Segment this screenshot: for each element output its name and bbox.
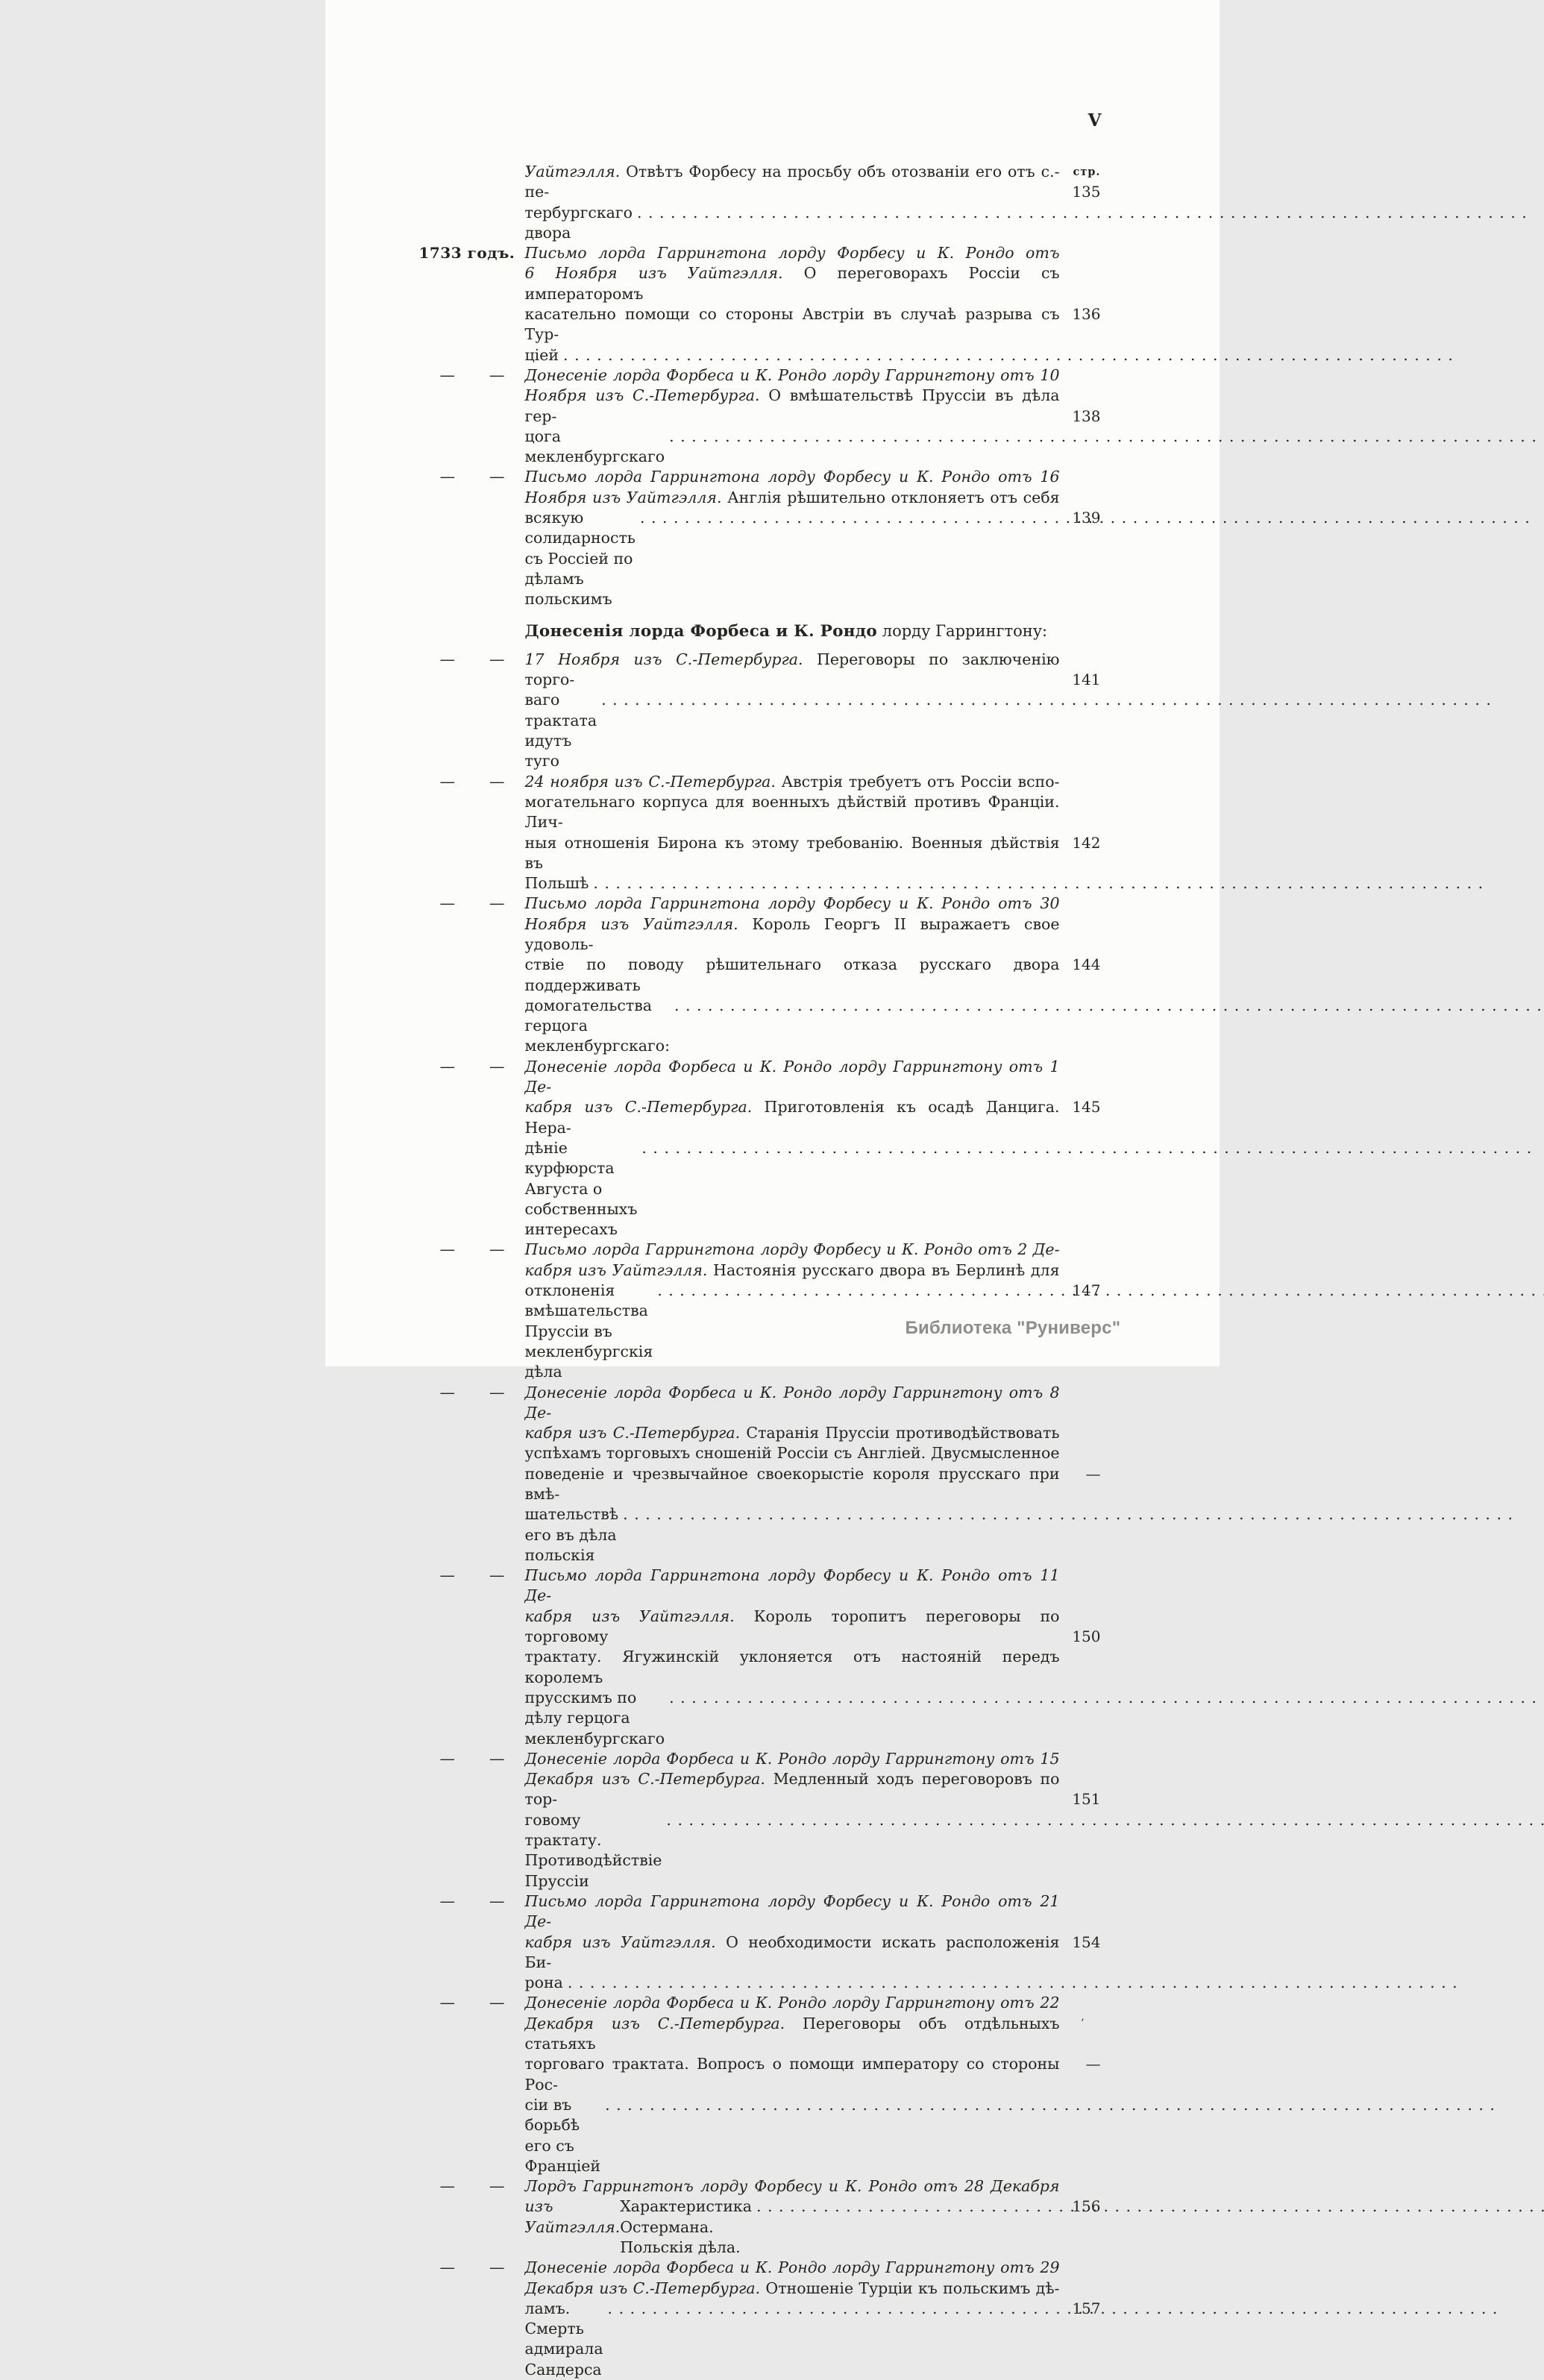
entry-text [525,2258,1060,2380]
entry-margin: 1733 годъ. [418,244,515,263]
toc-line [525,2054,1060,2095]
entry-description: Отношеніе Турціи къ польскимъ дѣ- [760,2279,1060,2297]
entry-title: кабря изъ С.-Петербурга. [524,1098,753,1117]
entry-title: кабря изъ Уайтгэлля. [524,1260,708,1279]
entry-title: Письмо лорда Гаррингтона лорду Форбесу и К. Рондо отъ 30 [524,894,1060,913]
entry-text [525,1566,1060,1749]
page-column-header: стр. [1073,166,1101,178]
toc-line [525,772,1060,792]
toc-line [525,996,1060,1057]
entry-text [525,894,1060,1056]
ditto-dash: — [489,1891,505,1910]
page-number: 147 [1072,1281,1101,1300]
entry-text [525,243,1060,365]
toc-line [525,2279,1060,2299]
toc-line [525,2197,1060,2258]
toc-line [525,914,1060,955]
page-number: 145 [1072,1098,1101,1117]
entry-description: всякую солидарность съ Россіей по дѣламъ польскимъ [524,509,636,609]
section-header [525,621,1102,641]
entry-title: кабря изъ Уайтгэлля. [524,1932,716,1951]
entry-description: Характеристика Остермана. Польскія дѣла. [620,2197,752,2256]
entry-margin [407,2176,525,2258]
toc-line [525,1504,1060,1566]
entry-description: Англія рѣшительно отклоняетъ отъ себя [721,488,1060,506]
dot-leader [669,1688,1544,1708]
entry-description: ламъ. Смерть адмирала Сандерса [524,2299,603,2379]
ditto-dash: — [439,772,455,791]
entry-margin [407,1240,525,1382]
entry-text [525,772,1060,894]
entry-description: домогательства герцога мекленбургскаго: [524,996,670,1055]
dot-leader [568,1973,1463,1993]
entry-title: Письмо лорда Гаррингтона лорду Форбесу и К. Рондо отъ [524,244,1060,263]
page-ref-column [1060,2258,1102,2380]
entry-description: прусскимъ по дѣлу герцога мекленбургскаго [524,1688,665,1748]
page-ref-column [1060,1749,1102,1891]
entry-description: сіи въ борьбѣ его съ Франціей [524,2095,601,2175]
page-number: 156 [1072,2197,1101,2216]
toc-line [525,690,1060,771]
entry-text [525,1057,1060,1240]
entry-title: Декабря изъ С.-Петербурга. [524,1770,765,1789]
entry-description: Австрія требуетъ отъ Россіи вспо- [775,772,1060,791]
entry-description: цога мекленбургскаго [524,427,665,466]
page-number: 151 [1072,1790,1101,1809]
entry-description: О переговорахъ Россіи съ императоромъ [524,264,1060,303]
entry-title: Декабря изъ С.-Петербурга. [524,2279,761,2297]
toc-line [525,1810,1060,1891]
ditto-dash: — [439,2177,455,2196]
entry-margin [407,365,525,467]
entry-description: Польшѣ [524,874,589,893]
toc-line [525,263,1060,304]
entry-margin [407,467,525,609]
dot-leader [608,2299,1504,2319]
page-number: 139 [1072,509,1101,527]
entry-margin [407,162,525,243]
toc-entry [407,1240,1102,1382]
entry-description: О необходимости искать расположенія Би- [524,1932,1060,1971]
page-ref-column [1060,772,1102,894]
toc-entry [407,894,1102,1056]
dot-leader [669,427,1544,447]
entry-description: могательнаго корпуса для военныхъ дѣйствій противъ Франціи. Лич- [524,792,1060,832]
toc-line [525,1260,1060,1281]
entry-margin [407,1566,525,1749]
toc-line [525,1891,1060,1932]
toc-line [525,1097,1060,1138]
toc-line [525,386,1060,427]
ditto-dash: — [489,1994,505,2012]
entry-title: 6 Ноября изъ Уайтгэлля. [524,264,783,283]
entry-description: шательствѣ его въ дѣла польскія [524,1505,619,1564]
ditto-dash: — [439,365,455,384]
ditto-dash: — [489,1057,505,1076]
ditto-dash: — [489,772,505,791]
ditto-dash: — [489,650,505,668]
entry-title: Донесеніе лорда Форбеса и К. Рондо лорду Гаррингтону отъ 15 [524,1749,1060,1768]
toc-line [525,2095,1060,2176]
page-ref-column [1060,162,1102,243]
ditto-dash: — [439,894,455,913]
page-folio: V [1088,110,1102,131]
entry-description: дѣніе курфюрста Августа о собственныхъ интересахъ [524,1138,638,1239]
entry-margin [407,650,525,772]
entry-title: Письмо лорда Гаррингтона лорду Форбесу и К. Рондо отъ 21 Де- [524,1891,1060,1931]
ditto-dash: — [489,1383,505,1401]
page-number: 150 [1072,1627,1101,1646]
entry-description: успѣхамъ торговыхъ сношеній Россіи съ Англіей. Двусмысленное [524,1444,1060,1463]
ditto-dash: — [489,2177,505,2196]
page-ref-column [1060,650,1102,772]
toc-line [525,162,1060,203]
entry-margin [407,2258,525,2380]
entry-title: Уайтгэлля. [524,163,621,180]
toc-entry [407,1993,1102,2176]
toc-entry [407,467,1102,609]
entry-description: касательно помощи со стороны Австріи въ случаѣ разрыва съ Тур- [524,305,1060,344]
entry-title: Ноября изъ Уайтгэлля. [524,914,738,933]
entry-title: 24 ноября изъ С.-Петербурга. [524,772,776,791]
entry-margin [407,1383,525,1566]
entry-text [525,365,1060,467]
entry-description: Отвѣтъ Форбесу на просьбу объ отозваніи его отъ с.-пе- [524,163,1060,201]
dot-leader [756,2197,1544,2217]
entry-description: О вмѣшательствѣ Пруссіи въ дѣла гер- [524,386,1060,425]
ditto-dash: — [489,365,505,384]
toc-line [525,1749,1060,1769]
entry-description: Переговоры объ отдѣльныхъ статьяхъ [524,2014,1060,2053]
toc-entry [407,1383,1102,1566]
entry-title: Письмо лорда Гаррингтона лорду Форбесу и К. Рондо отъ 16 [524,468,1060,486]
toc-line [525,2299,1060,2380]
page-number: ’ [1081,2017,1085,2029]
dot-leader [601,690,1497,710]
ditto-dash: — [439,1240,455,1259]
page-ref-column [1060,1566,1102,1749]
toc-line [525,345,1060,365]
entry-title: изъ Уайтгэлля. [524,2197,621,2236]
entry-description: говому трактату. Противодѣйствіе Пруссіи [524,1810,662,1890]
entry-title: Донесеніе лорда Форбеса и К. Рондо лорду Гаррингтону отъ 8 Де- [524,1383,1060,1422]
entry-description: торговаго трактата. Вопросъ о помощи императору со стороны Рос- [524,2055,1060,2094]
toc-line [525,1443,1060,1463]
entry-description: Король Георгъ II выражаетъ свое удоволь- [524,914,1060,953]
ditto-dash: — [439,468,455,486]
entry-title: Лордъ Гаррингтонъ лорду Форбесу и К. Рондо отъ 28 Декабря [524,2177,1060,2196]
page-number: 154 [1072,1932,1101,1951]
entry-title: Ноября изъ С.-Петербурга. [524,386,760,405]
toc-entry [407,2258,1102,2380]
entry-margin [407,772,525,894]
toc-line [525,365,1060,386]
toc-line [525,1566,1060,1607]
entry-title: Донесеніе лорда Форбеса и К. Рондо лорду Гаррингтону отъ 22 [524,1994,1060,2012]
ditto-dash: — [439,1891,455,1910]
ditto-dash: — [439,1566,455,1585]
toc-line [525,2258,1060,2278]
page-number: — [1085,1464,1101,1483]
page-ref-column [1060,243,1102,365]
toc-line [525,1607,1060,1648]
ditto-dash: — [439,1749,455,1768]
entry-description: трактату. Ягужинскій уклоняется отъ настояній передъ королемъ [524,1648,1060,1686]
ditto-dash: — [489,2258,505,2277]
page-ref-column [1060,1057,1102,1240]
dot-leader [593,873,1489,894]
toc-line [525,1464,1060,1505]
entry-title: Донесеніе лорда Форбеса и К. Рондо лорду Гаррингтону отъ 10 [524,365,1060,384]
ditto-dash: — [489,468,505,486]
entry-description: Медленный ходъ переговоровъ по тор- [524,1770,1060,1809]
entry-description: Переговоры по заключенію торго- [524,650,1060,689]
entry-text [525,467,1060,609]
ditto-dash: — [439,650,455,668]
page-number: 141 [1072,671,1101,689]
entry-text [525,1993,1060,2176]
page-ref-column [1060,467,1102,609]
entry-description: рона [524,1974,563,1992]
section-header-regular: лорду Гаррингтону: [877,621,1048,640]
entry-title: кабря изъ С.-Петербурга. [524,1424,741,1442]
entry-description: ствіе по поводу рѣшительнаго отказа русскаго двора поддерживать [524,955,1060,994]
entry-description: Старанія Пруссіи противодѣйствовать [740,1424,1060,1442]
entry-title: 17 Ноября изъ С.-Петербурга. [524,650,803,668]
entry-description: ныя отношенія Бирона къ этому требованію. Военныя дѣйствія въ [524,833,1060,872]
entry-margin [407,1993,525,2176]
toc-entry [407,365,1102,467]
ditto-dash: — [489,1749,505,1768]
page-ref-column [1060,1891,1102,1993]
section-header-bold: Донесенія лорда Форбеса и К. Рондо [524,621,878,641]
toc-entry [407,243,1102,365]
scanned-page [325,0,1220,2379]
toc-line [525,1057,1060,1098]
ditto-dash: — [439,1994,455,2012]
entry-title: Ноября изъ Уайтгэлля. [524,488,722,506]
toc-entry [407,2176,1102,2258]
entry-text [525,2176,1060,2258]
entry-title: Письмо лорда Гаррингтона лорду Форбесу и К. Рондо отъ 2 Де- [524,1240,1060,1259]
toc-entry [407,1891,1102,1993]
toc-entry [407,162,1102,243]
toc-line [525,2176,1060,2197]
entry-text [525,162,1060,243]
page-ref-column [1060,1240,1102,1382]
page-number: 157 [1072,2299,1101,2317]
entry-text [525,1891,1060,1993]
dot-leader [666,1810,1544,1830]
entry-title: кабря изъ Уайтгэлля. [524,1607,735,1625]
entry-margin [407,1891,525,1993]
ditto-dash: — [439,2258,455,2277]
toc-line [525,1423,1060,1443]
entry-title: Письмо лорда Гаррингтона лорду Форбесу и К. Рондо отъ 11 Де- [524,1566,1060,1605]
entry-text [525,1749,1060,1891]
toc-line [525,488,1060,508]
ditto-dash: — [489,1240,505,1259]
entry-description: ціей [524,345,559,364]
dot-leader [605,2095,1501,2115]
entry-text [525,650,1060,772]
toc-line [525,203,1060,244]
toc-line [525,833,1060,874]
dot-leader [674,996,1544,1016]
toc-line [525,1647,1060,1688]
toc-line [525,894,1060,914]
toc-line [525,2014,1060,2055]
toc-line [525,650,1060,691]
page-ref-column [1060,365,1102,467]
ditto-dash: — [489,1566,505,1585]
entry-text [525,1383,1060,1566]
page-ref-column [1060,2176,1102,2258]
entry-margin [407,894,525,1056]
library-watermark: Библиотека "Руниверс" [905,1318,1121,1338]
entry-text [525,1240,1060,1382]
toc-entry [407,650,1102,772]
toc-line [525,1993,1060,2013]
ditto-dash: — [439,1057,455,1076]
page-number: — [1085,2055,1101,2073]
toc-entry [407,1057,1102,1240]
dot-leader [563,345,1459,365]
page-number: 144 [1072,955,1101,974]
toc-line [525,1769,1060,1810]
toc-line [525,1240,1060,1260]
toc-entry [407,1749,1102,1891]
toc-entry [407,1566,1102,1749]
toc-line [525,873,1060,894]
toc-line [525,1932,1060,1974]
page-ref-column [1060,1383,1102,1566]
toc-line [525,1383,1060,1424]
toc-line [525,427,1060,468]
entry-description: тербургскаго двора [524,203,633,242]
entry-margin [407,1749,525,1891]
entry-title: Донесеніе лорда Форбеса и К. Рондо лорду Гаррингтону отъ 29 [524,2258,1060,2277]
ditto-dash: — [489,894,505,913]
toc-line [525,1138,1060,1240]
toc-line [525,1688,1060,1749]
toc-line [525,304,1060,345]
entry-description: поведеніе и чрезвычайное своекорыстіе короля прусскаго при вмѣ- [524,1464,1060,1503]
page-number: 135 [1072,183,1101,201]
toc-line [525,508,1060,609]
entry-description: отклоненія вмѣшательства Пруссіи въ мекленбургскія дѣла [524,1281,653,1381]
toc-line [525,467,1060,487]
toc-line [525,243,1060,263]
entry-description: Настоянія русскаго двора въ Берлинѣ для [707,1260,1060,1279]
entry-description: Приготовленія къ осадѣ Данцига. Нера- [524,1098,1060,1137]
toc-line [525,955,1060,996]
page-number: 138 [1072,406,1101,425]
entry-description: ваго трактата идутъ туго [524,691,597,770]
entry-description: Король торопитъ переговоры по торговому [524,1607,1060,1646]
entry-margin [407,1057,525,1240]
page-ref-column [1060,894,1102,1056]
toc-line [525,792,1060,833]
page-number: 142 [1072,833,1101,852]
entry-title: Декабря изъ С.-Петербурга. [524,2014,785,2032]
toc-line [525,1973,1060,1993]
ditto-dash: — [439,1383,455,1401]
toc-entry [407,772,1102,894]
toc-body [407,162,1102,2380]
entry-title: Донесеніе лорда Форбеса и К. Рондо лорду Гаррингтону отъ 1 Де- [524,1057,1060,1096]
page-number: 136 [1072,305,1101,324]
page-ref-column [1060,1993,1102,2176]
